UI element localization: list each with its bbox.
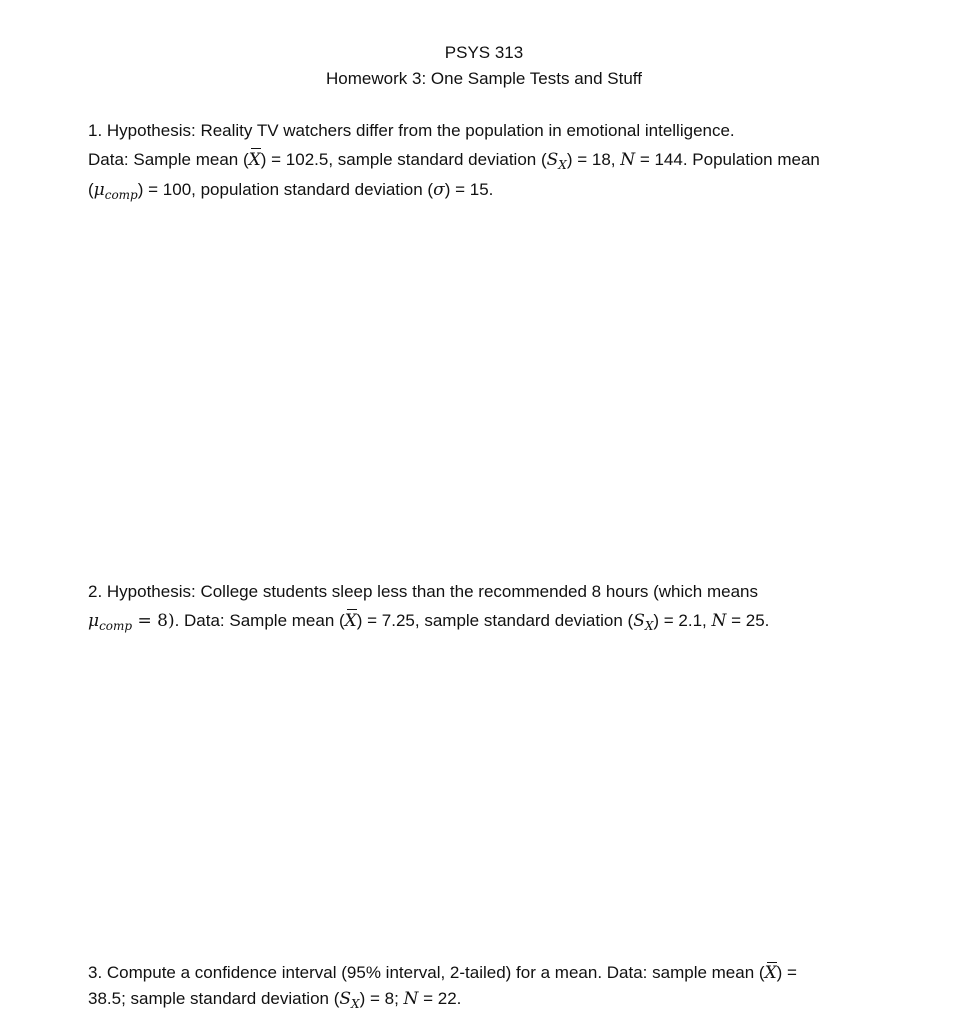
q1-mu-subscript: comp (104, 188, 138, 202)
q3-mean-value: 38.5; sample standard deviation ( (88, 989, 340, 1008)
q1-sigma-symbol: σ (433, 180, 445, 200)
q1-hypothesis: 1. Hypothesis: Reality TV watchers differ from the population in emotional intelligence. (88, 121, 735, 140)
q1-data-prefix: Data: Sample mean ( (88, 150, 249, 169)
question-3 (88, 960, 888, 1012)
q1-mean-value: ) = 102.5, sample standard deviation ( (260, 150, 547, 169)
question-1 (88, 116, 888, 205)
q1-population-sd: ) = 15. (444, 180, 494, 199)
q3-line-2 (88, 986, 888, 1012)
q3-xbar-symbol: X (765, 960, 777, 986)
q2-n-value: = 25. (726, 611, 770, 630)
q3-n-symbol: N (403, 989, 419, 1009)
q2-sx-subscript: X (644, 619, 654, 633)
q3-prompt: 3. Compute a confidence interval (95% interval, 2-tailed) for a mean. Data: sample mean ( (88, 963, 765, 982)
q2-sx-symbol: S (633, 611, 645, 631)
q2-sd-value: ) = 2.1, (653, 611, 712, 630)
q3-equals: ) = (776, 963, 797, 982)
q2-xbar-symbol: X (345, 607, 357, 636)
q3-line-1 (88, 960, 888, 986)
homework-title: Homework 3: One Sample Tests and Stuff (326, 69, 642, 88)
q2-mean-value: ) = 7.25, sample standard deviation ( (356, 611, 634, 630)
q3-n-value: = 22. (418, 989, 462, 1008)
q2-data-line (88, 606, 888, 636)
q1-population-mean: ) = 100, population standard deviation ( (137, 180, 434, 199)
q2-hypothesis: 2. Hypothesis: College students sleep less than the recommended 8 hours (which means (88, 582, 758, 601)
q1-population-line (88, 175, 888, 205)
q1-data-line (88, 145, 888, 175)
question-2 (88, 577, 888, 636)
q2-mu-subscript: comp (99, 619, 133, 633)
q2-mu-symbol: μ (88, 611, 100, 631)
q3-sd-value: ) = 8; (359, 989, 404, 1008)
q3-sx-subscript: X (351, 997, 360, 1011)
q1-n-symbol: N (620, 150, 636, 170)
course-code: PSYS 313 (444, 43, 524, 62)
q1-mu-symbol: μ (93, 180, 105, 200)
q1-open-paren: ( (88, 180, 94, 199)
q1-sx-symbol: S (546, 150, 559, 170)
q2-mu-equation: = 8) (132, 611, 175, 631)
q2-data-prefix: . Data: Sample mean ( (174, 611, 345, 630)
q1-n-value: = 144. Population mean (635, 150, 820, 169)
q1-xbar-symbol: X (249, 146, 261, 175)
q3-sx-symbol: S (339, 989, 352, 1009)
q1-sx-subscript: X (558, 158, 567, 172)
q2-n-symbol: N (711, 611, 727, 631)
q1-sd-value: ) = 18, (566, 150, 621, 169)
